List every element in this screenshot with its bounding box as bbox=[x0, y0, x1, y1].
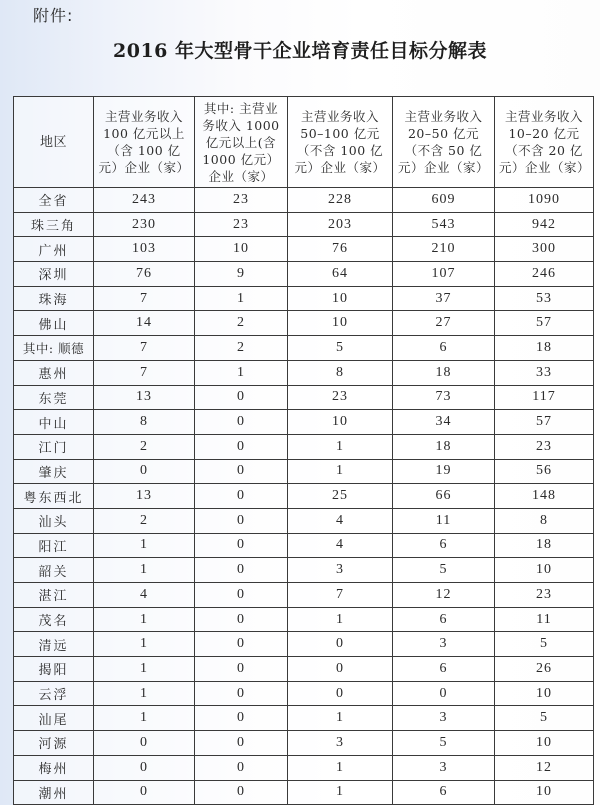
cell-revenue-10-20: 23 bbox=[495, 583, 594, 608]
cell-revenue-20-50: 107 bbox=[393, 262, 495, 287]
cell-revenue-10-20: 8 bbox=[495, 508, 594, 533]
cell-revenue-50-100: 3 bbox=[288, 558, 393, 583]
cell-revenue-20-50: 3 bbox=[393, 755, 495, 780]
cell-region: 惠州 bbox=[14, 360, 94, 385]
cell-revenue-50-100: 1 bbox=[288, 434, 393, 459]
cell-revenue-over-1000: 0 bbox=[195, 681, 288, 706]
cell-revenue-20-50: 6 bbox=[393, 780, 495, 805]
table-row bbox=[14, 583, 594, 608]
cell-region: 汕尾 bbox=[14, 706, 94, 731]
cell-revenue-20-50: 37 bbox=[393, 286, 495, 311]
document-title: 2016 年大型骨干企业培育责任目标分解表 bbox=[113, 40, 487, 62]
cell-revenue-10-20: 10 bbox=[495, 558, 594, 583]
header-revenue-20-50: 主营业务收入 20–50 亿元（不含 50 亿元）企业（家） bbox=[393, 97, 495, 188]
cell-revenue-10-20: 33 bbox=[495, 360, 594, 385]
cell-revenue-50-100: 4 bbox=[288, 533, 393, 558]
cell-revenue-50-100: 76 bbox=[288, 237, 393, 262]
header-revenue-50-100: 主营业务收入 50–100 亿元（不含 100 亿元）企业（家） bbox=[288, 97, 393, 188]
cell-revenue-50-100: 1 bbox=[288, 607, 393, 632]
table-row bbox=[14, 755, 594, 780]
cell-region: 河源 bbox=[14, 731, 94, 756]
cell-region: 云浮 bbox=[14, 681, 94, 706]
cell-revenue-20-50: 11 bbox=[393, 508, 495, 533]
cell-revenue-50-100: 10 bbox=[288, 311, 393, 336]
cell-revenue-50-100: 7 bbox=[288, 583, 393, 608]
cell-revenue-50-100: 8 bbox=[288, 360, 393, 385]
cell-revenue-50-100: 0 bbox=[288, 657, 393, 682]
cell-revenue-10-20: 10 bbox=[495, 780, 594, 805]
cell-revenue-over-100: 1 bbox=[94, 632, 195, 657]
cell-revenue-over-100: 13 bbox=[94, 385, 195, 410]
cell-region: 珠三角 bbox=[14, 212, 94, 237]
cell-revenue-over-1000: 0 bbox=[195, 706, 288, 731]
cell-revenue-over-1000: 1 bbox=[195, 286, 288, 311]
cell-revenue-over-100: 4 bbox=[94, 583, 195, 608]
cell-revenue-over-1000: 0 bbox=[195, 410, 288, 435]
cell-revenue-over-100: 2 bbox=[94, 508, 195, 533]
cell-revenue-over-1000: 0 bbox=[195, 780, 288, 805]
cell-revenue-20-50: 6 bbox=[393, 533, 495, 558]
cell-revenue-over-100: 14 bbox=[94, 311, 195, 336]
cell-revenue-over-100: 243 bbox=[94, 188, 195, 213]
cell-revenue-over-100: 1 bbox=[94, 681, 195, 706]
cell-revenue-20-50: 5 bbox=[393, 731, 495, 756]
cell-revenue-over-1000: 23 bbox=[195, 188, 288, 213]
cell-revenue-20-50: 12 bbox=[393, 583, 495, 608]
cell-revenue-50-100: 25 bbox=[288, 484, 393, 509]
cell-revenue-50-100: 1 bbox=[288, 706, 393, 731]
cell-revenue-over-100: 7 bbox=[94, 360, 195, 385]
table-row bbox=[14, 533, 594, 558]
table-row bbox=[14, 780, 594, 805]
cell-revenue-20-50: 0 bbox=[393, 681, 495, 706]
cell-revenue-over-100: 7 bbox=[94, 336, 195, 361]
cell-revenue-over-100: 0 bbox=[94, 780, 195, 805]
cell-region: 东莞 bbox=[14, 385, 94, 410]
table-row bbox=[14, 558, 594, 583]
cell-revenue-over-1000: 0 bbox=[195, 583, 288, 608]
cell-region: 梅州 bbox=[14, 755, 94, 780]
cell-revenue-over-100: 1 bbox=[94, 607, 195, 632]
cell-revenue-50-100: 10 bbox=[288, 286, 393, 311]
cell-region: 潮州 bbox=[14, 780, 94, 805]
cell-revenue-over-1000: 0 bbox=[195, 484, 288, 509]
cell-revenue-over-100: 1 bbox=[94, 706, 195, 731]
cell-revenue-20-50: 5 bbox=[393, 558, 495, 583]
cell-revenue-over-100: 76 bbox=[94, 262, 195, 287]
cell-revenue-10-20: 56 bbox=[495, 459, 594, 484]
table-row bbox=[14, 484, 594, 509]
cell-region: 深圳 bbox=[14, 262, 94, 287]
table-row bbox=[14, 706, 594, 731]
cell-revenue-10-20: 23 bbox=[495, 434, 594, 459]
table-row bbox=[14, 188, 594, 213]
cell-revenue-20-50: 66 bbox=[393, 484, 495, 509]
cell-revenue-50-100: 4 bbox=[288, 508, 393, 533]
cell-region: 其中: 顺德 bbox=[14, 336, 94, 361]
cell-revenue-over-1000: 0 bbox=[195, 657, 288, 682]
cell-region: 中山 bbox=[14, 410, 94, 435]
cell-region: 清远 bbox=[14, 632, 94, 657]
cell-revenue-10-20: 246 bbox=[495, 262, 594, 287]
cell-revenue-over-100: 8 bbox=[94, 410, 195, 435]
table-row bbox=[14, 681, 594, 706]
cell-revenue-over-1000: 0 bbox=[195, 731, 288, 756]
cell-revenue-50-100: 1 bbox=[288, 755, 393, 780]
table-row bbox=[14, 311, 594, 336]
table-row bbox=[14, 237, 594, 262]
cell-revenue-20-50: 543 bbox=[393, 212, 495, 237]
cell-revenue-over-1000: 0 bbox=[195, 508, 288, 533]
cell-revenue-10-20: 26 bbox=[495, 657, 594, 682]
cell-revenue-over-1000: 23 bbox=[195, 212, 288, 237]
cell-revenue-20-50: 34 bbox=[393, 410, 495, 435]
cell-revenue-20-50: 27 bbox=[393, 311, 495, 336]
cell-region: 全省 bbox=[14, 188, 94, 213]
cell-revenue-over-1000: 0 bbox=[195, 434, 288, 459]
table-row bbox=[14, 632, 594, 657]
cell-revenue-20-50: 3 bbox=[393, 632, 495, 657]
cell-revenue-over-100: 1 bbox=[94, 533, 195, 558]
cell-revenue-50-100: 3 bbox=[288, 731, 393, 756]
cell-region: 茂名 bbox=[14, 607, 94, 632]
attachment-label: 附件: bbox=[33, 6, 74, 25]
cell-revenue-20-50: 6 bbox=[393, 657, 495, 682]
cell-revenue-10-20: 10 bbox=[495, 731, 594, 756]
cell-revenue-over-100: 2 bbox=[94, 434, 195, 459]
cell-revenue-over-1000: 0 bbox=[195, 632, 288, 657]
cell-revenue-over-1000: 9 bbox=[195, 262, 288, 287]
cell-revenue-10-20: 11 bbox=[495, 607, 594, 632]
cell-revenue-20-50: 73 bbox=[393, 385, 495, 410]
table-row bbox=[14, 336, 594, 361]
header-revenue-over-1000: 其中: 主营业务收入 1000 亿元以上(含 1000 亿元）企业（家） bbox=[195, 97, 288, 188]
cell-revenue-50-100: 10 bbox=[288, 410, 393, 435]
cell-revenue-over-1000: 10 bbox=[195, 237, 288, 262]
cell-revenue-20-50: 19 bbox=[393, 459, 495, 484]
table-row bbox=[14, 657, 594, 682]
cell-revenue-50-100: 228 bbox=[288, 188, 393, 213]
cell-region: 佛山 bbox=[14, 311, 94, 336]
cell-revenue-10-20: 18 bbox=[495, 336, 594, 361]
cell-revenue-over-100: 1 bbox=[94, 657, 195, 682]
cell-revenue-over-1000: 0 bbox=[195, 385, 288, 410]
cell-revenue-over-1000: 0 bbox=[195, 459, 288, 484]
cell-revenue-10-20: 300 bbox=[495, 237, 594, 262]
cell-revenue-10-20: 10 bbox=[495, 681, 594, 706]
table-row bbox=[14, 459, 594, 484]
cell-revenue-10-20: 5 bbox=[495, 706, 594, 731]
cell-revenue-over-100: 0 bbox=[94, 731, 195, 756]
cell-revenue-over-1000: 0 bbox=[195, 533, 288, 558]
cell-region: 广州 bbox=[14, 237, 94, 262]
cell-revenue-over-1000: 2 bbox=[195, 311, 288, 336]
cell-revenue-10-20: 5 bbox=[495, 632, 594, 657]
cell-revenue-50-100: 203 bbox=[288, 212, 393, 237]
cell-revenue-20-50: 6 bbox=[393, 336, 495, 361]
cell-revenue-over-1000: 2 bbox=[195, 336, 288, 361]
cell-revenue-20-50: 18 bbox=[393, 360, 495, 385]
table-row bbox=[14, 508, 594, 533]
cell-revenue-50-100: 1 bbox=[288, 459, 393, 484]
cell-revenue-over-1000: 0 bbox=[195, 607, 288, 632]
table-row bbox=[14, 360, 594, 385]
table-row bbox=[14, 607, 594, 632]
table-body bbox=[14, 188, 594, 805]
cell-revenue-50-100: 0 bbox=[288, 632, 393, 657]
cell-revenue-over-1000: 0 bbox=[195, 755, 288, 780]
header-region: 地区 bbox=[14, 97, 94, 188]
cell-revenue-over-100: 103 bbox=[94, 237, 195, 262]
cell-revenue-10-20: 57 bbox=[495, 311, 594, 336]
table-row bbox=[14, 385, 594, 410]
cell-revenue-over-1000: 0 bbox=[195, 558, 288, 583]
cell-revenue-10-20: 148 bbox=[495, 484, 594, 509]
cell-revenue-20-50: 210 bbox=[393, 237, 495, 262]
table-row bbox=[14, 410, 594, 435]
cell-region: 江门 bbox=[14, 434, 94, 459]
cell-revenue-10-20: 53 bbox=[495, 286, 594, 311]
cell-revenue-10-20: 12 bbox=[495, 755, 594, 780]
cell-revenue-over-100: 0 bbox=[94, 459, 195, 484]
cell-revenue-50-100: 64 bbox=[288, 262, 393, 287]
target-breakdown-table bbox=[13, 96, 594, 805]
header-revenue-10-20: 主营业务收入 10–20 亿元（不含 20 亿元）企业（家） bbox=[495, 97, 594, 188]
table-header-row bbox=[14, 97, 594, 188]
cell-revenue-50-100: 5 bbox=[288, 336, 393, 361]
cell-revenue-50-100: 23 bbox=[288, 385, 393, 410]
cell-region: 阳江 bbox=[14, 533, 94, 558]
cell-revenue-over-100: 0 bbox=[94, 755, 195, 780]
cell-revenue-over-1000: 1 bbox=[195, 360, 288, 385]
table-row bbox=[14, 286, 594, 311]
cell-revenue-over-100: 230 bbox=[94, 212, 195, 237]
table-row bbox=[14, 212, 594, 237]
cell-region: 揭阳 bbox=[14, 657, 94, 682]
cell-revenue-20-50: 3 bbox=[393, 706, 495, 731]
cell-revenue-20-50: 18 bbox=[393, 434, 495, 459]
cell-revenue-10-20: 57 bbox=[495, 410, 594, 435]
cell-revenue-10-20: 117 bbox=[495, 385, 594, 410]
table-row bbox=[14, 434, 594, 459]
cell-revenue-10-20: 18 bbox=[495, 533, 594, 558]
cell-region: 珠海 bbox=[14, 286, 94, 311]
cell-revenue-over-100: 1 bbox=[94, 558, 195, 583]
cell-revenue-50-100: 0 bbox=[288, 681, 393, 706]
cell-region: 韶关 bbox=[14, 558, 94, 583]
cell-revenue-20-50: 6 bbox=[393, 607, 495, 632]
cell-revenue-over-100: 7 bbox=[94, 286, 195, 311]
cell-revenue-50-100: 1 bbox=[288, 780, 393, 805]
cell-region: 肇庆 bbox=[14, 459, 94, 484]
header-revenue-over-100: 主营业务收入 100 亿元以上（含 100 亿元）企业（家） bbox=[94, 97, 195, 188]
cell-revenue-10-20: 1090 bbox=[495, 188, 594, 213]
cell-revenue-10-20: 942 bbox=[495, 212, 594, 237]
cell-region: 湛江 bbox=[14, 583, 94, 608]
table-row bbox=[14, 731, 594, 756]
cell-region: 汕头 bbox=[14, 508, 94, 533]
cell-revenue-over-100: 13 bbox=[94, 484, 195, 509]
table-row bbox=[14, 262, 594, 287]
cell-revenue-20-50: 609 bbox=[393, 188, 495, 213]
cell-region: 粤东西北 bbox=[14, 484, 94, 509]
